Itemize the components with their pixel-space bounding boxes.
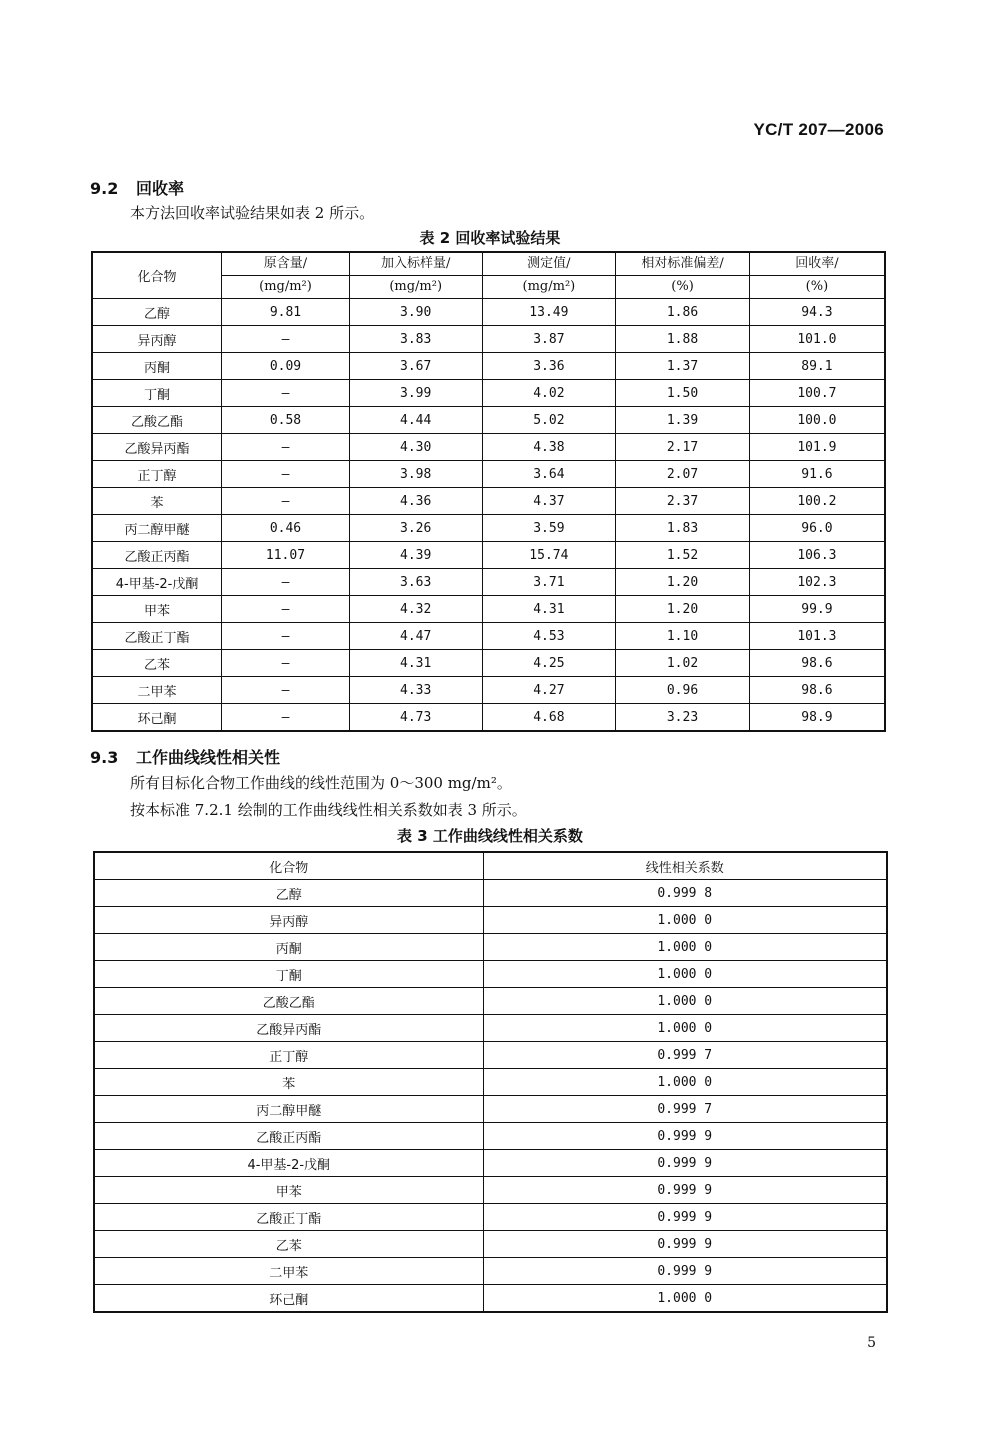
table-row xyxy=(92,488,885,515)
header-original-unit: (mg/m²) xyxy=(222,276,350,299)
cell-added: 4.47 xyxy=(349,623,482,650)
cell-recovery: 101.0 xyxy=(749,326,885,353)
cell-rsd: 1.20 xyxy=(616,596,750,623)
cell-measured: 4.37 xyxy=(482,488,616,515)
cell-original: — xyxy=(222,434,350,461)
cell-original: — xyxy=(222,569,350,596)
cell-measured: 13.49 xyxy=(482,299,616,326)
cell-coefficient: 0.999 8 xyxy=(483,880,887,907)
table-row xyxy=(92,515,885,542)
cell-compound: 乙酸异丙酯 xyxy=(94,1015,483,1042)
header-recovery: 回收率/ xyxy=(749,252,885,276)
cell-rsd: 1.50 xyxy=(616,380,750,407)
cell-compound: 苯 xyxy=(92,488,222,515)
header-recovery-unit: (%) xyxy=(749,276,885,299)
cell-coefficient: 1.000 0 xyxy=(483,934,887,961)
header-measured-unit: (mg/m²) xyxy=(482,276,616,299)
cell-measured: 15.74 xyxy=(482,542,616,569)
cell-compound: 异丙醇 xyxy=(92,326,222,353)
cell-original: 0.09 xyxy=(222,353,350,380)
cell-measured: 4.53 xyxy=(482,623,616,650)
cell-recovery: 100.7 xyxy=(749,380,885,407)
cell-recovery: 102.3 xyxy=(749,569,885,596)
cell-measured: 4.25 xyxy=(482,650,616,677)
cell-compound: 乙酸乙酯 xyxy=(94,988,483,1015)
table-row xyxy=(92,434,885,461)
header-rsd-unit: (%) xyxy=(616,276,750,299)
header-compound: 化合物 xyxy=(94,852,483,880)
table-row xyxy=(94,1123,887,1150)
cell-original: 9.81 xyxy=(222,299,350,326)
header-compound: 化合物 xyxy=(92,252,222,299)
cell-compound: 丁酮 xyxy=(94,961,483,988)
cell-original: — xyxy=(222,677,350,704)
cell-added: 3.83 xyxy=(349,326,482,353)
cell-rsd: 1.86 xyxy=(616,299,750,326)
cell-coefficient: 0.999 7 xyxy=(483,1042,887,1069)
cell-rsd: 1.88 xyxy=(616,326,750,353)
cell-added: 4.39 xyxy=(349,542,482,569)
cell-coefficient: 1.000 0 xyxy=(483,1069,887,1096)
cell-added: 3.67 xyxy=(349,353,482,380)
header-measured: 测定值/ xyxy=(482,252,616,276)
table-row xyxy=(94,1177,887,1204)
cell-added: 4.31 xyxy=(349,650,482,677)
cell-recovery: 99.9 xyxy=(749,596,885,623)
cell-original: — xyxy=(222,623,350,650)
table-row xyxy=(92,353,885,380)
cell-original: — xyxy=(222,461,350,488)
cell-rsd: 2.07 xyxy=(616,461,750,488)
recovery-table xyxy=(91,251,886,732)
cell-recovery: 100.2 xyxy=(749,488,885,515)
section-9-2-text: 本方法回收率试验结果如表 2 所示。 xyxy=(130,204,375,222)
cell-recovery: 100.0 xyxy=(749,407,885,434)
cell-recovery: 98.6 xyxy=(749,650,885,677)
table-row xyxy=(92,596,885,623)
section-9-3-text-2: 按本标准 7.2.1 绘制的工作曲线线性相关系数如表 3 所示。 xyxy=(130,801,527,819)
cell-original: 0.46 xyxy=(222,515,350,542)
table-row xyxy=(92,623,885,650)
cell-coefficient: 1.000 0 xyxy=(483,961,887,988)
section-9-3-heading xyxy=(90,745,280,768)
cell-compound: 乙酸正丙酯 xyxy=(92,542,222,569)
cell-compound: 环己酮 xyxy=(92,704,222,732)
cell-original: — xyxy=(222,650,350,677)
cell-added: 4.36 xyxy=(349,488,482,515)
table-row xyxy=(92,542,885,569)
cell-measured: 3.59 xyxy=(482,515,616,542)
table-row xyxy=(94,1042,887,1069)
cell-coefficient: 1.000 0 xyxy=(483,1285,887,1313)
cell-recovery: 101.3 xyxy=(749,623,885,650)
table-row xyxy=(94,988,887,1015)
section-title: 回收率 xyxy=(136,179,185,198)
cell-rsd: 0.96 xyxy=(616,677,750,704)
cell-coefficient: 0.999 9 xyxy=(483,1150,887,1177)
table-row xyxy=(94,1015,887,1042)
cell-coefficient: 1.000 0 xyxy=(483,988,887,1015)
table-row xyxy=(94,907,887,934)
cell-recovery: 98.6 xyxy=(749,677,885,704)
table-2-caption: 表 2 回收率试验结果 xyxy=(419,229,561,247)
cell-compound: 正丁醇 xyxy=(94,1042,483,1069)
header-rsd: 相对标准偏差/ xyxy=(616,252,750,276)
cell-original: — xyxy=(222,704,350,732)
cell-measured: 3.71 xyxy=(482,569,616,596)
cell-original: 0.58 xyxy=(222,407,350,434)
section-9-3-text-1: 所有目标化合物工作曲线的线性范围为 0～300 mg/m²。 xyxy=(130,774,512,792)
cell-coefficient: 0.999 9 xyxy=(483,1204,887,1231)
page-number: 5 xyxy=(867,1335,876,1351)
cell-measured: 4.38 xyxy=(482,434,616,461)
cell-added: 4.44 xyxy=(349,407,482,434)
table-row xyxy=(92,461,885,488)
cell-compound: 正丁醇 xyxy=(92,461,222,488)
cell-compound: 二甲苯 xyxy=(92,677,222,704)
cell-compound: 乙酸异丙酯 xyxy=(92,434,222,461)
cell-original: — xyxy=(222,326,350,353)
table-row xyxy=(94,1150,887,1177)
cell-compound: 丙酮 xyxy=(92,353,222,380)
table-row xyxy=(94,1204,887,1231)
cell-added: 3.98 xyxy=(349,461,482,488)
cell-measured: 3.64 xyxy=(482,461,616,488)
cell-rsd: 1.20 xyxy=(616,569,750,596)
cell-rsd: 1.39 xyxy=(616,407,750,434)
cell-measured: 4.27 xyxy=(482,677,616,704)
cell-compound: 丙二醇甲醚 xyxy=(92,515,222,542)
cell-compound: 异丙醇 xyxy=(94,907,483,934)
table-row xyxy=(92,407,885,434)
table-row xyxy=(92,650,885,677)
cell-coefficient: 0.999 9 xyxy=(483,1231,887,1258)
header-coefficient: 线性相关系数 xyxy=(483,852,887,880)
table-row xyxy=(94,961,887,988)
cell-rsd: 3.23 xyxy=(616,704,750,732)
cell-recovery: 106.3 xyxy=(749,542,885,569)
cell-measured: 5.02 xyxy=(482,407,616,434)
cell-coefficient: 0.999 9 xyxy=(483,1123,887,1150)
cell-added: 4.30 xyxy=(349,434,482,461)
cell-coefficient: 1.000 0 xyxy=(483,1015,887,1042)
header-original: 原含量/ xyxy=(222,252,350,276)
cell-compound: 乙苯 xyxy=(94,1231,483,1258)
cell-rsd: 1.37 xyxy=(616,353,750,380)
cell-compound: 乙酸乙酯 xyxy=(92,407,222,434)
cell-rsd: 2.37 xyxy=(616,488,750,515)
table-row xyxy=(94,1231,887,1258)
cell-compound: 乙酸正丁酯 xyxy=(94,1204,483,1231)
table-row xyxy=(92,299,885,326)
header-added-unit: (mg/m²) xyxy=(349,276,482,299)
header-added: 加入标样量/ xyxy=(349,252,482,276)
cell-compound: 苯 xyxy=(94,1069,483,1096)
table-row xyxy=(94,934,887,961)
table-row xyxy=(92,326,885,353)
cell-compound: 4-甲基-2-戊酮 xyxy=(92,569,222,596)
cell-original: — xyxy=(222,596,350,623)
table-row xyxy=(94,1096,887,1123)
cell-measured: 4.31 xyxy=(482,596,616,623)
table-row xyxy=(92,677,885,704)
cell-compound: 乙酸正丁酯 xyxy=(92,623,222,650)
cell-compound: 丙酮 xyxy=(94,934,483,961)
cell-recovery: 89.1 xyxy=(749,353,885,380)
cell-measured: 4.02 xyxy=(482,380,616,407)
cell-added: 3.26 xyxy=(349,515,482,542)
section-9-2-heading xyxy=(90,176,184,199)
cell-original: 11.07 xyxy=(222,542,350,569)
cell-measured: 3.87 xyxy=(482,326,616,353)
cell-compound: 环己酮 xyxy=(94,1285,483,1313)
cell-compound: 乙醇 xyxy=(94,880,483,907)
cell-measured: 3.36 xyxy=(482,353,616,380)
table-row xyxy=(92,569,885,596)
table-row xyxy=(92,380,885,407)
cell-recovery: 91.6 xyxy=(749,461,885,488)
cell-compound: 甲苯 xyxy=(92,596,222,623)
section-number: 9.2 xyxy=(90,179,119,198)
cell-original: — xyxy=(222,380,350,407)
cell-rsd: 2.17 xyxy=(616,434,750,461)
cell-original: — xyxy=(222,488,350,515)
cell-compound: 丁酮 xyxy=(92,380,222,407)
linearity-table xyxy=(93,851,888,1313)
cell-rsd: 1.02 xyxy=(616,650,750,677)
cell-recovery: 98.9 xyxy=(749,704,885,732)
cell-added: 3.90 xyxy=(349,299,482,326)
table-row xyxy=(92,704,885,732)
cell-compound: 甲苯 xyxy=(94,1177,483,1204)
cell-coefficient: 0.999 9 xyxy=(483,1258,887,1285)
cell-coefficient: 0.999 7 xyxy=(483,1096,887,1123)
cell-recovery: 94.3 xyxy=(749,299,885,326)
table-row xyxy=(94,1285,887,1313)
cell-recovery: 101.9 xyxy=(749,434,885,461)
cell-compound: 二甲苯 xyxy=(94,1258,483,1285)
cell-compound: 4-甲基-2-戊酮 xyxy=(94,1150,483,1177)
cell-rsd: 1.52 xyxy=(616,542,750,569)
cell-added: 3.99 xyxy=(349,380,482,407)
cell-compound: 乙醇 xyxy=(92,299,222,326)
standard-code: YC/T 207—2006 xyxy=(753,120,884,139)
section-title: 工作曲线线性相关性 xyxy=(136,748,281,767)
cell-compound: 乙苯 xyxy=(92,650,222,677)
cell-coefficient: 0.999 9 xyxy=(483,1177,887,1204)
cell-compound: 丙二醇甲醚 xyxy=(94,1096,483,1123)
cell-coefficient: 1.000 0 xyxy=(483,907,887,934)
table-row xyxy=(94,1258,887,1285)
cell-rsd: 1.10 xyxy=(616,623,750,650)
table-row xyxy=(94,1069,887,1096)
cell-recovery: 96.0 xyxy=(749,515,885,542)
table-3-caption: 表 3 工作曲线线性相关系数 xyxy=(397,827,583,845)
cell-rsd: 1.83 xyxy=(616,515,750,542)
section-number: 9.3 xyxy=(90,748,119,767)
cell-added: 3.63 xyxy=(349,569,482,596)
cell-compound: 乙酸正丙酯 xyxy=(94,1123,483,1150)
cell-added: 4.73 xyxy=(349,704,482,732)
cell-added: 4.33 xyxy=(349,677,482,704)
cell-added: 4.32 xyxy=(349,596,482,623)
table-row xyxy=(94,880,887,907)
cell-measured: 4.68 xyxy=(482,704,616,732)
